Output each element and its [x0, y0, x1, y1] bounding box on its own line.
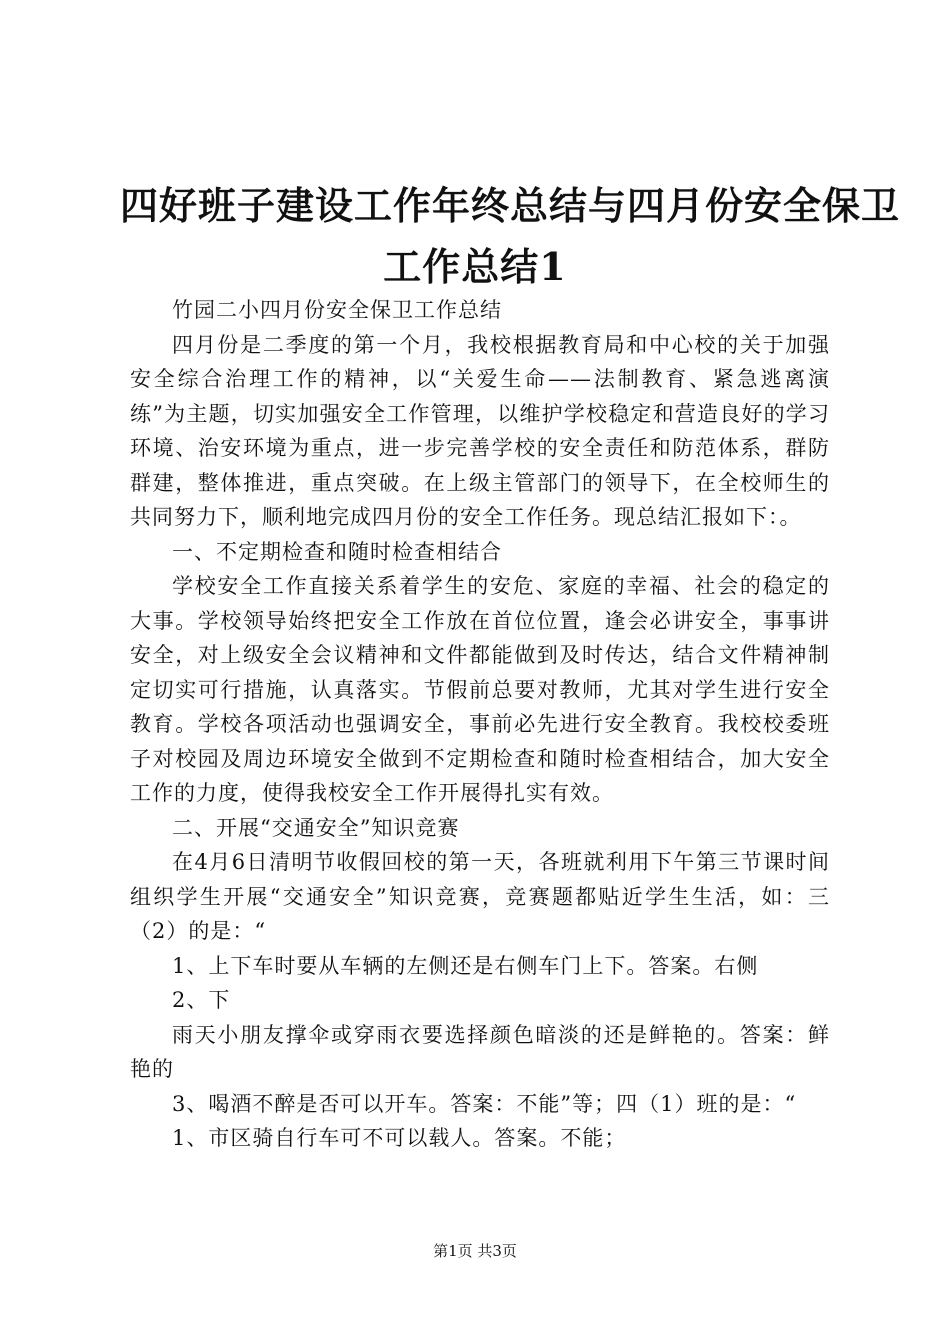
list-item-3: 3、喝酒不醉是否可以开车。答案：不能”等；四（1）班的是：“ — [172, 1091, 797, 1116]
document-title-line-2: 工作总结1 — [383, 244, 567, 289]
paragraph-intro: 四月份是二季度的第一个月，我校根据教育局和中心校的关于加强安全综合治理工作的精神，以“关爱生命——法制教育、紧急逃离演练”为主题，切实加强安全工作管理，以维护学校稳定和营造良好的学习环境、治安环境为重点，进一步完善学校的安全责任和防范体系，群防群建，整体推进，重点突破。在上级主管部门的领导下，在全校师生的共同努力下，顺利地完成四月份的安全工作任务。现总结汇报如下：。 — [130, 332, 830, 529]
paragraph-section-2: 在4月6日清明节收假回校的第一天，各班就利用下午第三节课时间组织学生开展“交通安全”知识竞赛，竞赛题都贴近学生生活，如：三（2）的是：“ — [130, 850, 830, 943]
document-title-line-1: 四好班子建设工作年终总结与四月份安全保卫 — [120, 183, 901, 228]
page-footer: 第1页 共3页 — [433, 1242, 517, 1260]
list-item-2: 2、下 — [172, 988, 231, 1012]
paragraph-section-1: 学校安全工作直接关系着学生的安危、家庭的幸福、社会的稳定的大事。学校领导始终把安全工作放在首位位置，逢会必讲安全，事事讲安全，对上级安全会议精神和文件都能做到及时传达，结合文件精神制定切实可行措施，认真落实。节假前总要对教师，尤其对学生进行安全教育。学校各项活动也强调安全，事前必先进行安全教育。我校校委班子对校园及周边环境安全做到不定期检查和随时检查相结合，加大安全工作的力度，使得我校安全工作开展得扎实有效。 — [130, 574, 830, 805]
section-heading-2: 二、开展“交通安全”知识竞赛 — [172, 815, 460, 840]
document-body — [130, 293, 830, 1156]
list-item-1: 1、上下车时要从车辆的左侧还是右侧车门上下。答案。右侧 — [172, 953, 759, 978]
paragraph-subtitle: 竹园二小四月份安全保卫工作总结 — [172, 298, 502, 322]
section-heading-1: 一、不定期检查和随时检查相结合 — [172, 539, 502, 564]
list-item-4: 1、市区骑自行车可不可以载人。答案。不能； — [172, 1126, 627, 1150]
list-item-2-continued: 雨天小朋友撑伞或穿雨衣要选择颜色暗淡的还是鲜艳的。答案：鲜艳的 — [130, 1022, 830, 1081]
